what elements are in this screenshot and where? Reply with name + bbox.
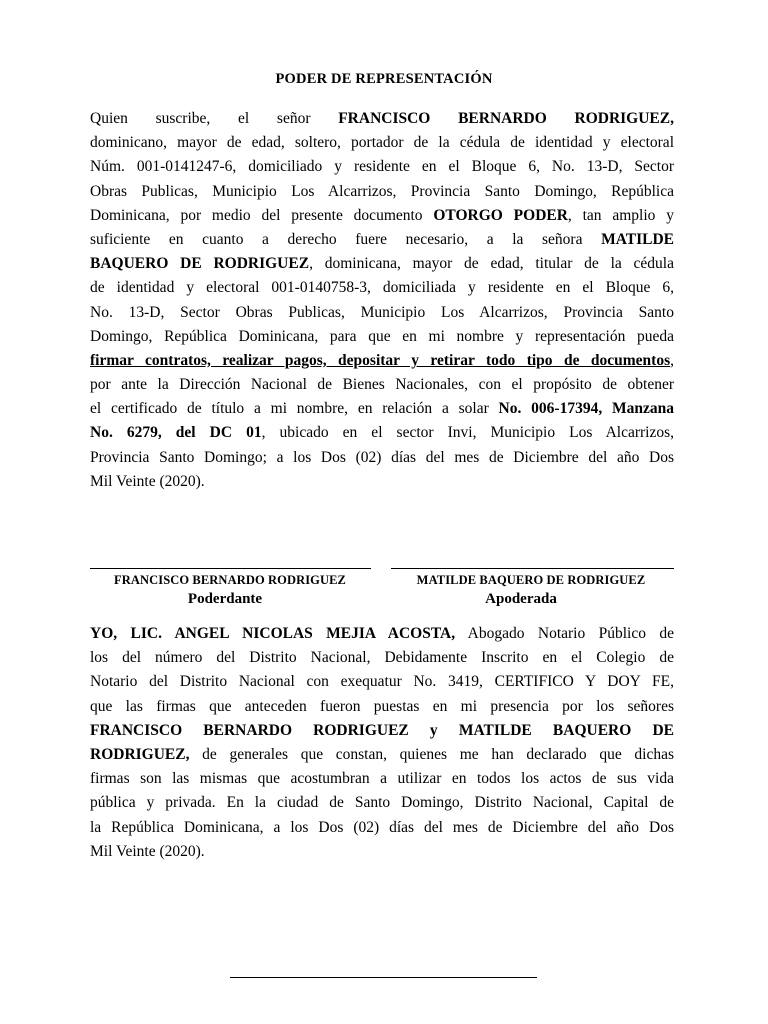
text-segment: firmas son las mismas que acostumbran a utilizar en todos los actos de sus vida xyxy=(90,770,674,788)
text-line xyxy=(90,719,674,743)
text-line xyxy=(90,107,674,131)
text-segment: dominicano, mayor de edad, soltero, portador de la cédula de identidad y electoral xyxy=(90,134,674,152)
bold-text: No. 006-17394, Manzana xyxy=(498,400,674,418)
text-line xyxy=(90,791,674,815)
text-segment: de identidad y electoral 001-0140758-3, domiciliada y residente en el Bloque 6, xyxy=(90,279,674,297)
underlined-text: firmar contratos, realizar pagos, depositar y retirar todo tipo de documentos xyxy=(90,351,671,369)
text-segment: , tan amplio y xyxy=(567,206,674,224)
text-line xyxy=(90,446,674,470)
text-segment: , ubicado en el sector Invi, Municipio Los Alcarrizos, xyxy=(261,424,674,442)
bold-text: FRANCISCO BERNARDO RODRIGUEZ, xyxy=(338,110,674,127)
text-line xyxy=(90,695,674,719)
text-segment: el certificado de título a mi nombre, en relación a solar xyxy=(90,400,499,418)
text-line xyxy=(90,421,674,445)
text-segment: Quien suscribe, el señor xyxy=(90,110,339,127)
signer-name-poderdante: FRANCISCO BERNARDO RODRIGUEZ xyxy=(114,573,346,587)
text-line xyxy=(90,397,674,421)
signer-role-apoderada: Apoderada xyxy=(485,591,557,607)
signature-line-notary xyxy=(230,977,537,978)
bold-text: MATILDE xyxy=(601,230,674,248)
bold-text: RODRIGUEZ, xyxy=(90,745,190,763)
text-segment: No. 13-D, Sector Obras Publicas, Municipio Los Alcarrizos, Provincia Santo xyxy=(90,303,674,321)
text-segment: Provincia Santo Domingo; a los Dos (02) días del mes de Diciembre del año Dos xyxy=(90,448,674,466)
text-line xyxy=(90,252,674,276)
text-segment: Dominicana, por medio del presente documento xyxy=(90,206,434,224)
text-line xyxy=(90,646,674,670)
power-of-attorney-paragraph xyxy=(90,107,674,494)
text-line xyxy=(90,840,674,864)
text-segment: la República Dominicana, a los Dos (02) días del mes de Diciembre del año Dos xyxy=(90,818,674,836)
signer-name-apoderada: MATILDE BAQUERO DE RODRIGUEZ xyxy=(416,573,646,587)
text-line xyxy=(90,180,674,204)
text-line xyxy=(90,301,674,325)
text-segment: Mil Veinte (2020). xyxy=(90,472,205,490)
text-line xyxy=(90,373,674,397)
signature-line-poderdante xyxy=(90,568,371,569)
text-line xyxy=(90,325,674,349)
text-segment: por ante la Dirección Nacional de Bienes Nacionales, con el propósito de obtener xyxy=(90,376,674,394)
text-segment: suficiente en cuanto a derecho fuere necesario, a la señora xyxy=(90,230,602,248)
text-segment: Abogado Notario Público de xyxy=(455,625,675,642)
text-segment: , xyxy=(670,351,674,369)
bold-text: FRANCISCO BERNARDO RODRIGUEZ y MATILDE BAQUERO DE xyxy=(90,721,674,739)
text-segment: que las firmas que anteceden fueron puestas en mi presencia por los señores xyxy=(90,697,674,715)
text-segment: los del número del Distrito Nacional, Debidamente Inscrito en el Colegio de xyxy=(90,649,674,667)
text-segment: Obras Publicas, Municipio Los Alcarrizos, Provincia Santo Domingo, República xyxy=(90,182,674,200)
notary-certification-paragraph xyxy=(90,622,674,864)
bold-text: YO, LIC. ANGEL NICOLAS MEJIA ACOSTA, xyxy=(90,625,456,642)
text-line xyxy=(90,816,674,840)
text-line xyxy=(90,670,674,694)
signer-role-poderdante: Poderdante xyxy=(187,591,263,607)
text-line xyxy=(90,622,674,646)
text-line xyxy=(90,349,674,373)
text-segment: Notario del Distrito Nacional con exequatur No. 3419, CERTIFICO Y DOY FE, xyxy=(90,673,674,691)
bold-text: BAQUERO DE RODRIGUEZ xyxy=(90,255,310,273)
text-line xyxy=(90,470,674,494)
text-segment: Núm. 001-0141247-6, domiciliado y residente en el Bloque 6, No. 13-D, Sector xyxy=(90,158,674,176)
text-line xyxy=(90,743,674,767)
bold-text: OTORGO PODER xyxy=(433,206,568,224)
text-line xyxy=(90,276,674,300)
signature-line-apoderada xyxy=(391,568,674,569)
document-title: PODER DE REPRESENTACIÓN xyxy=(275,71,493,87)
text-line xyxy=(90,131,674,155)
bold-text: No. 6279, del DC 01 xyxy=(90,424,262,442)
text-line xyxy=(90,155,674,179)
text-segment: , dominicana, mayor de edad, titular de la cédula xyxy=(309,255,674,273)
text-line xyxy=(90,228,674,252)
text-line xyxy=(90,767,674,791)
text-segment: Mil Veinte (2020). xyxy=(90,842,205,860)
text-line xyxy=(90,204,674,228)
text-segment: pública y privada. En la ciudad de Santo Domingo, Distrito Nacional, Capital de xyxy=(90,794,674,812)
text-segment: de generales que constan, quienes me han declarado que dichas xyxy=(189,745,674,763)
text-segment: Domingo, República Dominicana, para que en mi nombre y representación pueda xyxy=(90,327,674,345)
